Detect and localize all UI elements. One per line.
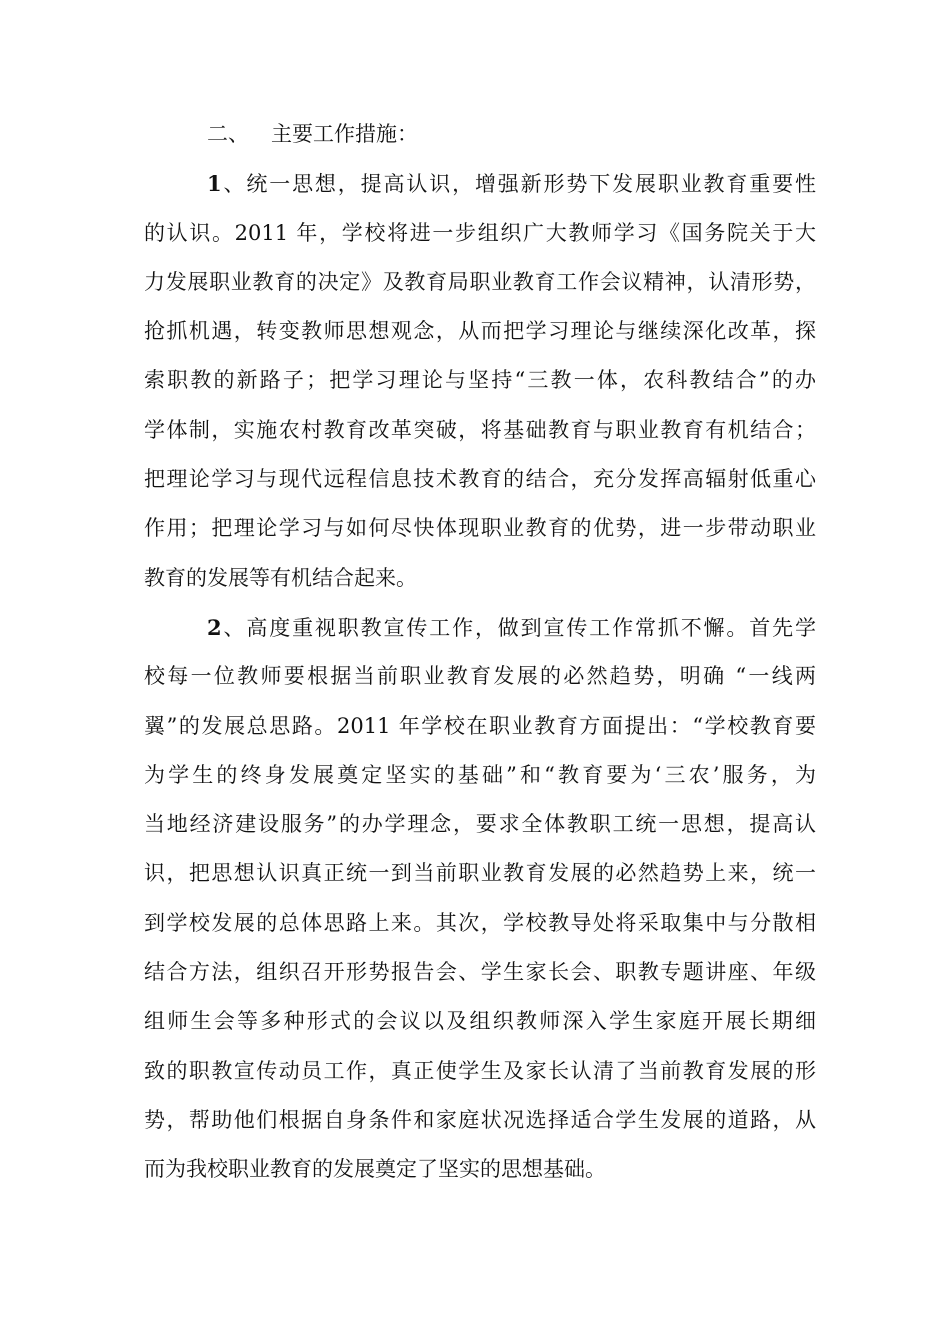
paragraph-1 (144, 159, 816, 603)
paragraph-line: 到学校发展的总体思路上来。其次，学校教导处将采取集中与分散相 (144, 910, 816, 935)
paragraph-line: 1、统一思想，提高认识，增强新形势下发展职业教育重要性 (207, 171, 816, 197)
paragraph-line: 识，把思想认识真正统一到当前职业教育发展的必然趋势上来，统一 (144, 861, 816, 886)
paragraph-line: 索职教的新路子；把学习理论与坚持“三教一体，农科教结合”的办 (144, 368, 816, 393)
paragraph-line: 势，帮助他们根据自身条件和家庭状况选择适合学生发展的道路，从 (144, 1107, 816, 1132)
paragraph-line: 作用；把理论学习与如何尽快体现职业教育的优势，进一步带动职业 (144, 516, 816, 541)
paragraph-line: 学体制，实施农村教育改革突破，将基础教育与职业教育有机结合； (144, 417, 816, 442)
paragraph-line: 的认识。2011 年，学校将进一步组织广大教师学习《国务院关于大 (144, 220, 816, 245)
document-body (144, 110, 816, 1195)
section-number: 二、 (207, 122, 249, 146)
item-number: 1 (207, 171, 222, 197)
paragraph-line: 而为我校职业教育的发展奠定了坚实的思想基础。 (144, 1157, 606, 1182)
paragraph-line: 结合方法，组织召开形势报告会、学生家长会、职教专题讲座、年级 (144, 960, 816, 985)
paragraph-line: 为学生的终身发展奠定坚实的基础”和“教育要为‘三农’服务，为 (144, 762, 816, 787)
paragraph-line: 当地经济建设服务”的办学理念，要求全体教职工统一思想，提高认 (144, 812, 816, 837)
section-heading (144, 110, 816, 159)
paragraph-line: 把理论学习与现代远程信息技术教育的结合，充分发挥高辐射低重心 (144, 467, 816, 492)
paragraph-line: 组师生会等多种形式的会议以及组织教师深入学生家庭开展长期细 (144, 1009, 816, 1034)
paragraph-line: 抢抓机遇，转变教师思想观念，从而把学习理论与继续深化改革，探 (144, 319, 816, 344)
paragraph-line: 力发展职业教育的决定》及教育局职业教育工作会议精神，认清形势， (144, 269, 816, 294)
paragraph-line: 翼”的发展总思路。2011 年学校在职业教育方面提出：“学校教育要 (144, 713, 816, 738)
section-title: 主要工作措施： (271, 122, 418, 146)
item-number: 2 (207, 614, 222, 640)
paragraph-line: 校每一位教师要根据当前职业教育发展的必然趋势，明确 “一线两 (144, 664, 816, 689)
paragraph-line: 教育的发展等有机结合起来。 (144, 565, 417, 590)
paragraph-line: 致的职教宣传动员工作，真正使学生及家长认清了当前教育发展的形 (144, 1058, 816, 1083)
paragraph-line: 2、高度重视职教宣传工作，做到宣传工作常抓不懈。首先学 (207, 614, 816, 640)
paragraph-2 (144, 603, 816, 1195)
